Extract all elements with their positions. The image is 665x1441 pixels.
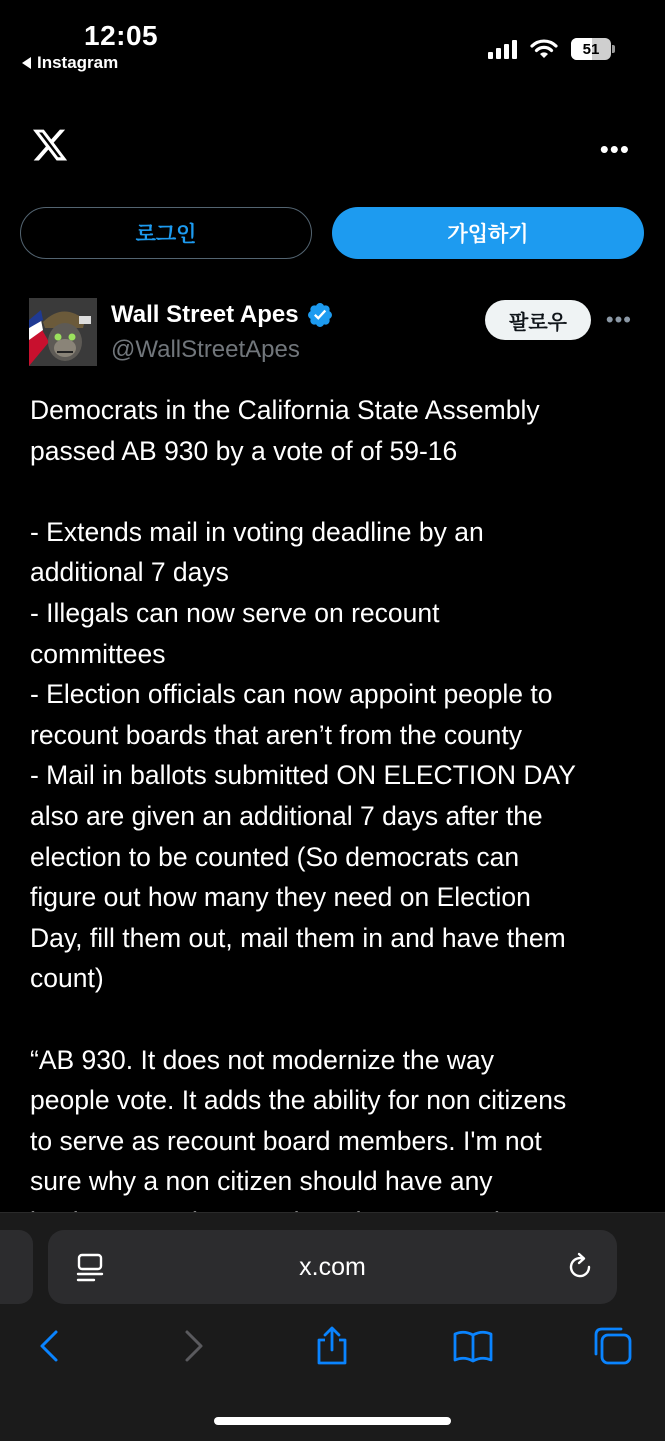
tweet-line: figure out how many they need on Election [30,882,531,913]
author-handle[interactable]: @WallStreetApes [111,336,300,363]
more-menu-icon[interactable]: ••• [599,134,630,164]
tweet-line: also are given an additional 7 days after the [30,800,543,831]
author-name-text: Wall Street Apes [111,301,299,328]
wifi-icon [531,39,557,59]
previous-tab[interactable] [0,1230,33,1304]
tweet-line: passed AB 930 by a vote of of 59-16 [30,435,458,466]
tweet-line: Day, fill them out, mail them in and have them [30,922,566,953]
verified-badge-icon [306,301,334,329]
signup-button[interactable]: 가입하기 [332,207,644,259]
address-bar[interactable] [48,1230,617,1304]
reload-icon[interactable] [565,1252,595,1282]
home-indicator[interactable] [214,1417,451,1425]
login-button[interactable]: 로그인 [20,207,312,259]
tabs-icon[interactable] [593,1326,633,1366]
tweet-line: people vote. It adds the ability for non citizens [30,1085,567,1116]
ape-avatar-icon [29,298,97,366]
tweet-line: count) [30,963,104,994]
tweet-text [30,390,642,1212]
tweet-line: sure why a non citizen should have any [30,1166,493,1197]
tweet-line: committees [30,638,166,669]
back-triangle-icon [22,57,31,69]
tweet-line: - Mail in ballots submitted ON ELECTION DAY [30,760,576,791]
follow-button[interactable]: 팔로우 [485,300,591,340]
battery-level: 51 [582,40,600,58]
tweet-line: “AB 930. It does not modernize the way [30,1044,495,1075]
x-logo-icon[interactable] [30,126,70,164]
tweet-line: - Election officials can now appoint people to [30,679,553,710]
status-indicators [488,38,611,60]
share-icon[interactable] [312,1326,352,1366]
forward-icon[interactable] [173,1326,213,1366]
tweet-line: - Illegals can now serve on recount [30,597,440,628]
back-app-label: Instagram [37,53,119,72]
back-to-app-link[interactable] [22,53,118,73]
bookmarks-icon[interactable] [453,1326,493,1366]
battery-icon [571,38,611,60]
author-name[interactable] [111,301,334,329]
tweet-line: election to be counted (So democrats can [30,841,520,872]
tweet-line: additional 7 days [30,557,229,588]
url-text[interactable]: x.com [299,1253,366,1281]
tweet-line: - Extends mail in voting deadline by an [30,516,484,547]
back-icon[interactable] [30,1326,70,1366]
tweet-more-icon[interactable]: ••• [605,307,632,332]
tweet-line: Democrats in the California State Assembly [30,395,540,425]
status-time: 12:05 [84,20,159,51]
cellular-signal-icon [488,39,517,59]
tweet-line: to serve as recount board members. I'm not [30,1125,542,1156]
tweet-line: recount boards that aren’t from the county [30,719,522,750]
browser-bottom-bar [0,1212,665,1441]
avatar[interactable] [29,298,97,366]
